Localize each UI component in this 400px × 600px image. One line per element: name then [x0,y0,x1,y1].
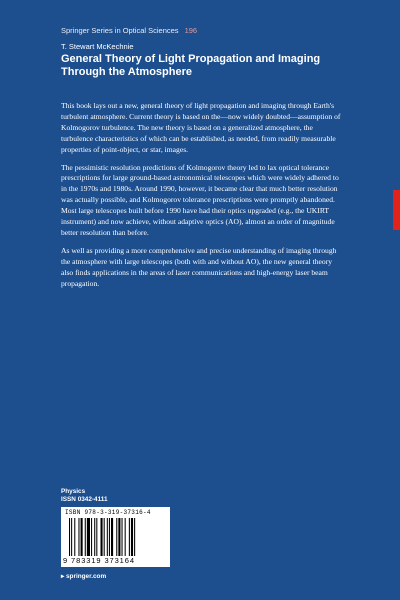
barcode-bar [109,518,110,556]
barcode-bar [78,518,79,556]
description-text [61,101,345,297]
barcode-bar [94,518,95,556]
red-edge-tab [393,190,400,230]
isbn-label: ISBN 978-3-319-37316-4 [65,509,151,516]
barcode-bar [111,518,113,556]
barcode-bars [69,518,165,556]
series-line [61,26,197,35]
barcode-bar [129,518,130,556]
barcode-bar [122,518,123,556]
series-name: Springer Series in Optical Sciences [61,26,179,35]
barcode-bar [134,518,135,556]
barcode-digits: 9 783319 373164 [63,556,135,565]
publisher-link[interactable] [61,572,106,580]
barcode-bar [69,518,70,556]
paragraph-1: This book lays out a new, general theory of light propagation and imaging through Earth's turbulent atmosphere. Current theory is based on the—now widely doubted—assumption of Kolmogorov turbulence. The new theory is based on a generalized atmosphere, the turbulence characteristics of which can be established, as needed, from readily measurable properties of point-object, or star, images. [61,101,341,154]
barcode-bar [107,518,108,556]
book-title: General Theory of Light Propagation and Imaging Through the Atmosphere [61,53,321,78]
barcode-bar [74,518,75,556]
barcode-bar [125,518,126,556]
arrow-icon: ▸ [61,573,65,580]
barcode-bar [101,518,103,556]
author-name: T. Stewart McKechnie [61,42,134,51]
barcode-bar [118,518,120,556]
subject-label: Physics [61,488,86,495]
issn-label: ISSN 0342-4111 [61,496,108,503]
barcode-bar [104,518,105,556]
barcode-bar [85,518,86,556]
barcode-bar [71,518,72,556]
paragraph-3: As well as providing a more comprehensive and precise understanding of imaging through the atmosphere with large telescopes (both with and without AO), the new general theory also finds applications in the areas of laser communications and high-energy laser beam propagation. [61,245,337,288]
barcode-bar [131,518,133,556]
barcode-bar [81,518,83,556]
barcode-bar [116,518,117,556]
subject-block [61,488,108,504]
barcode-bar [87,518,90,556]
barcode-bar [91,518,92,556]
barcode-bar [96,518,97,556]
series-number: 196 [184,26,198,35]
paragraph-2: The pessimistic resolution predictions of Kolmogorov theory led to lax optical tolerance prescriptions for large ground-based astronomical telescopes which were widely adhered to in the 1970s and 1980s. Around 1990, however, it became clear that much better resolution was actually possible, and Kolmogorov tolerance prescriptions were promptly abandoned. Most large telescopes built before 1990 have had their optics upgraded (e.g., the UKIRT instrument) and now achieve, without adaptive optics (AO), almost an order of magnitude better resolution than before. [61,162,339,237]
publisher-link-label: springer.com [66,573,107,580]
barcode [61,507,170,567]
